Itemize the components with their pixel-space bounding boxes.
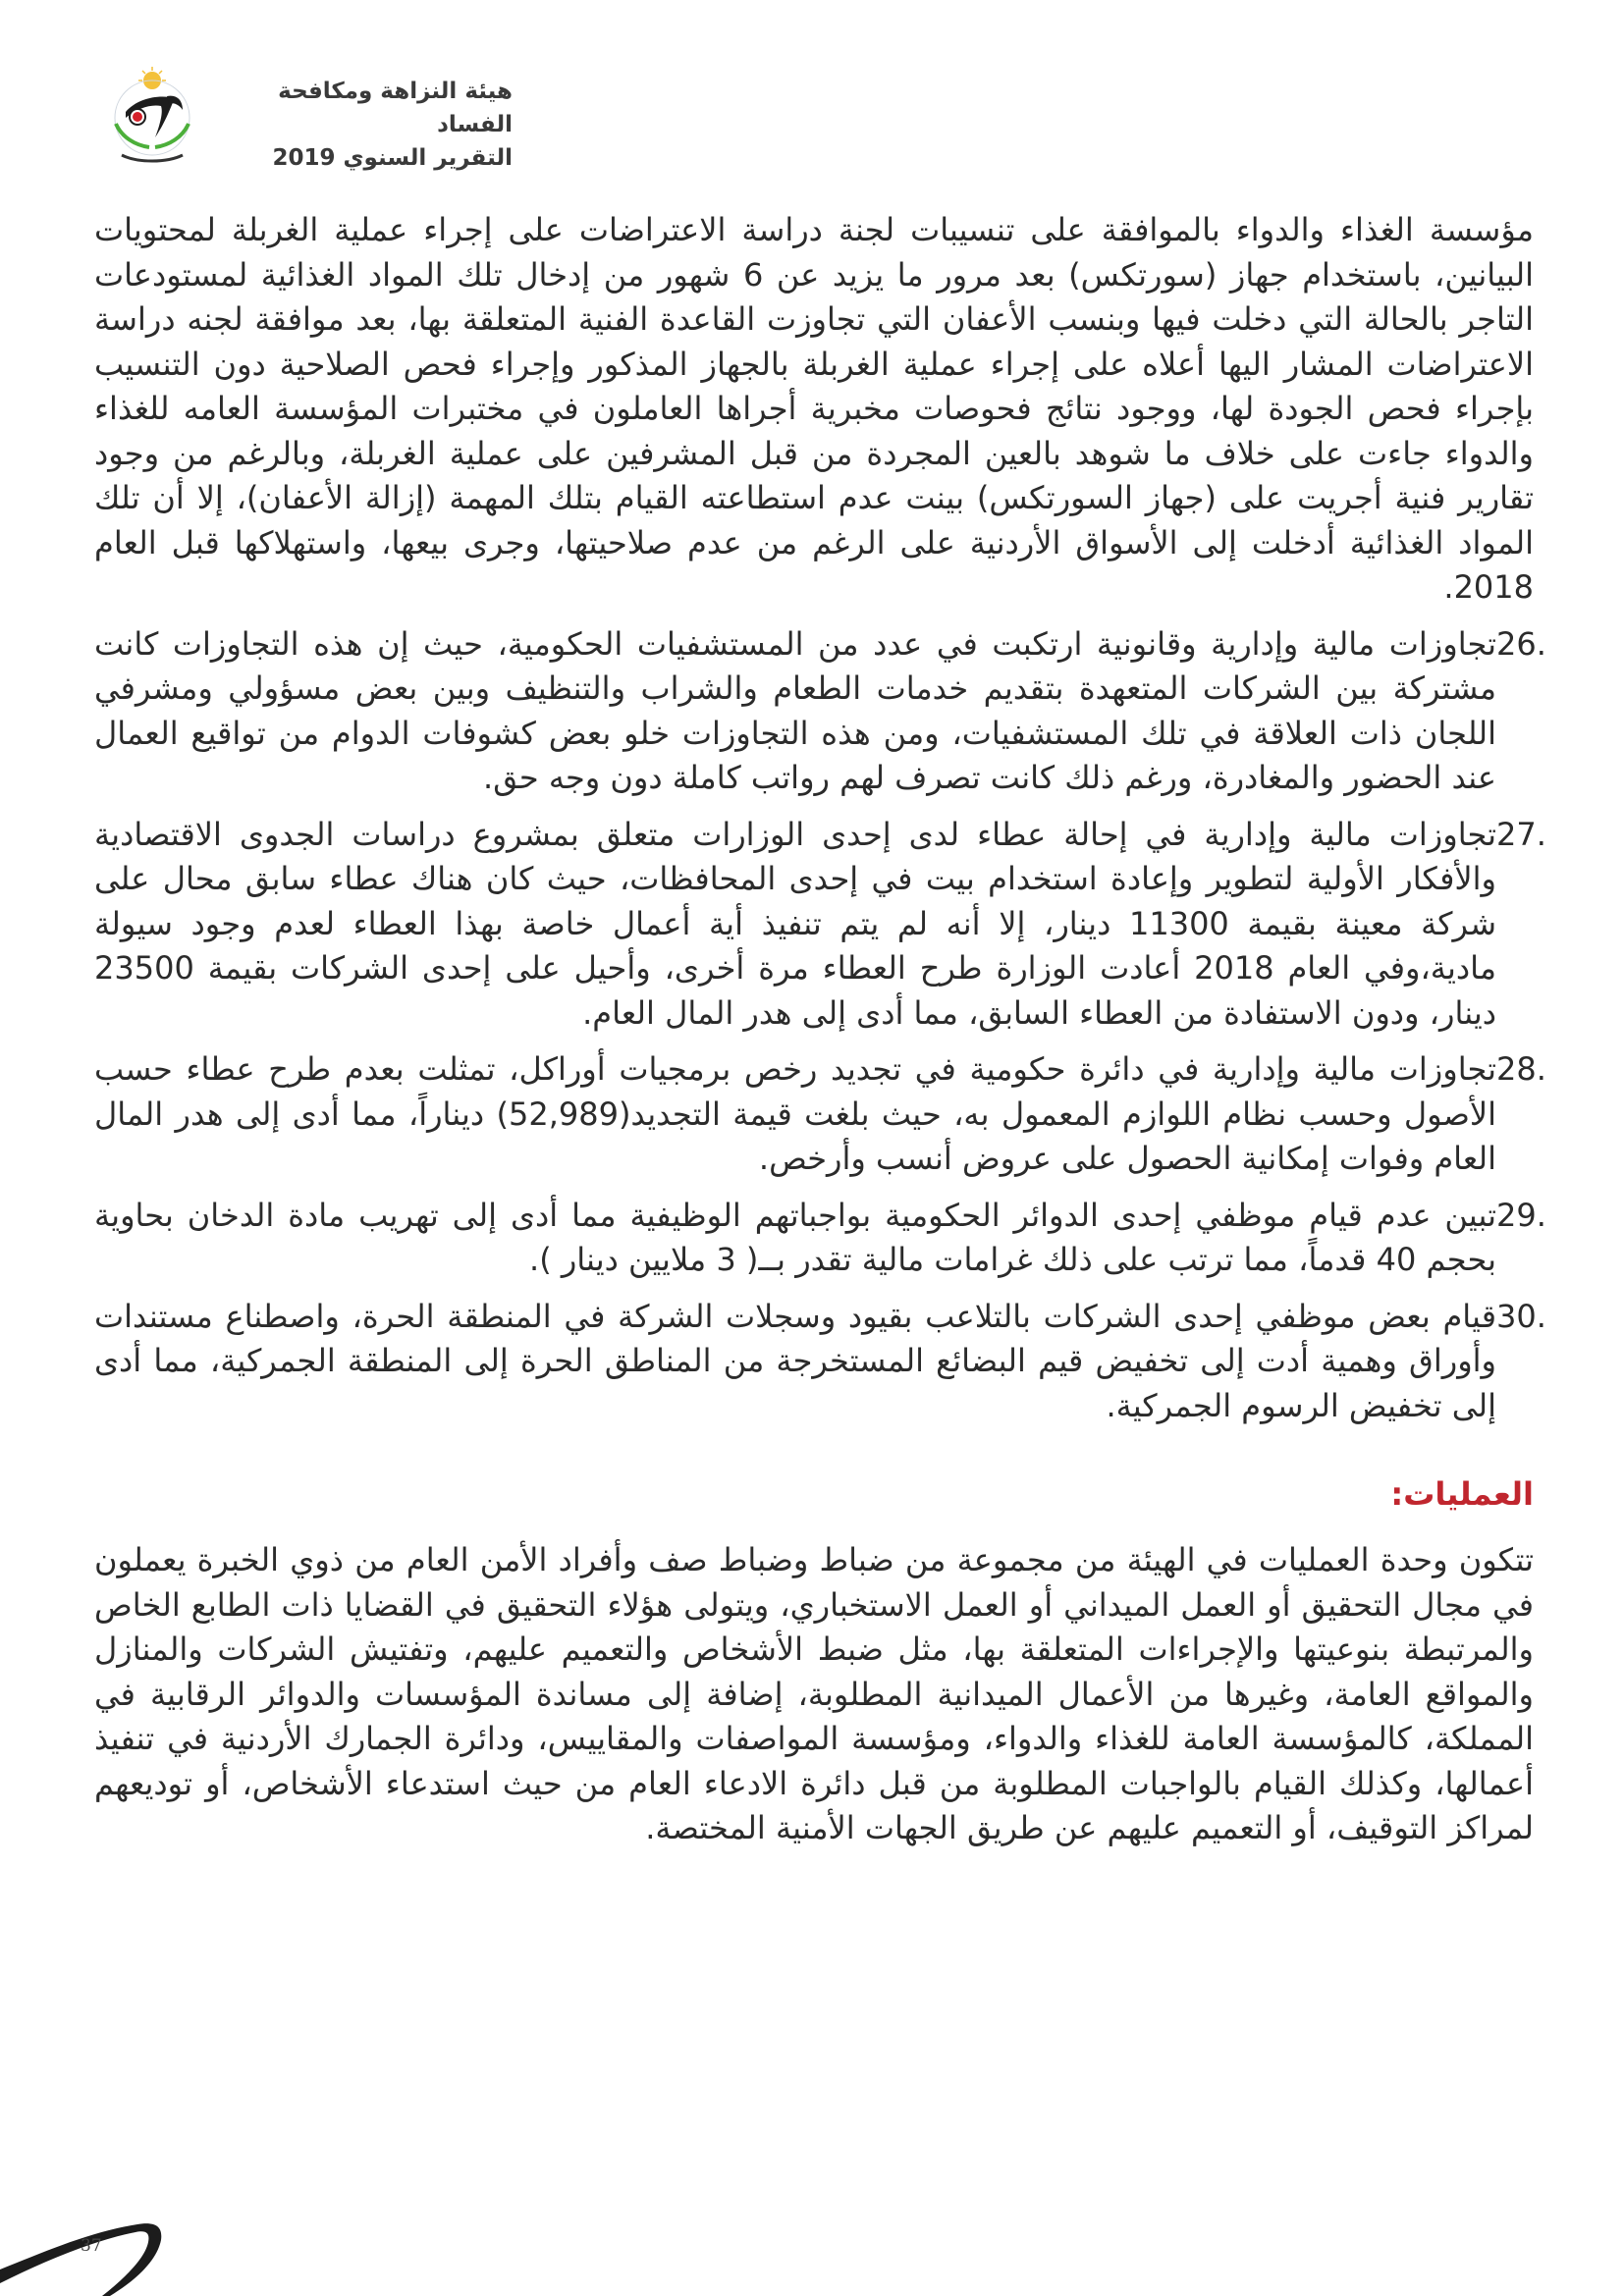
header-text	[218, 75, 513, 175]
organization-name: هيئة النزاهة ومكافحة الفساد	[278, 79, 513, 137]
page-header	[98, 61, 511, 169]
item-number: 26.	[1496, 624, 1546, 663]
item-text: تجاوزات مالية وإدارية في دائرة حكومية في تجديد رخص برمجيات أوراكل، تمثلت بعدم طرح عطاء حسب الأصول وحسب نظام اللوازم المعمول به، حيث بلغت قيمة التجديد(52,989) ديناراً، مما أدى إلى هدر المال العام وفوات إمكانية الحصول على عروض أنسب وأرخص.	[94, 1050, 1497, 1177]
item-number: 27.	[1496, 815, 1546, 853]
item-number: 30.	[1496, 1297, 1546, 1335]
operations-heading: العمليات:	[1390, 1475, 1534, 1513]
list-item	[94, 1047, 1546, 1182]
item-number: 28.	[1496, 1050, 1546, 1088]
page-number: 37	[81, 2236, 102, 2256]
report-title: التقرير السنوي 2019	[272, 145, 513, 171]
list-item	[94, 813, 1546, 1037]
list-item	[94, 622, 1546, 801]
item-text: تبين عدم قيام موظفي إحدى الدوائر الحكومية بواجباتهم الوظيفية مما أدى إلى تهريب مادة الدخان بحاوية بحجم 40 قدماً، مما ترتب على ذلك غرامات مالية تقدر بــ( 3 ملايين دينار ).	[94, 1196, 1496, 1278]
intro-paragraph: مؤسسة الغذاء والدواء بالموافقة على تنسيبات لجنة دراسة الاعتراضات على إجراء عملية الغربلة لمحتويات البيانين، باستخدام جهاز (سورتكس) بعد مرور ما يزيد عن 6 شهور من إدخال تلك المواد الغذائية لمستودعات التاجر بالحالة التي دخلت فيها وبنسب الأعفان التي تجاوزت القاعدة الفنية المتعلقة بها، بعد موافقة لجنه دراسة الاعتراضات المشار اليها أعلاه على إجراء عملية الغربلة بالجهاز المذكور وإجراء فحص الصلاحية دون التنسيب بإجراء فحص الجودة لها، ووجود نتائج فحوصات مخبرية أجراها العاملون في مختبرات المؤسسة العامه للغذاء والدواء جاءت على خلاف ما شوهد بالعين المجردة من قبل المشرفين على عملية الغربلة، وبالرغم من وجود تقارير فنية أجريت على (جهاز السورتكس) بينت عدم استطاعته القيام بتلك المهمة (إزالة الأعفان)، إلا أن تلك المواد الغذائية أدخلت إلى الأسواق الأردنية على الرغم من عدم صلاحيتها، وجرى بيعها، واستهلاكها قبل العام 2018.	[94, 211, 1535, 606]
list-item	[94, 1295, 1546, 1429]
item-text: تجاوزات مالية وإدارية في إحالة عطاء لدى إحدى الوزارات متعلق بمشروع دراسات الجدوى الاقتصادية والأفكار الأولية لتطوير وإعادة استخدام بيت في إحدى المحافظات، حيث كان هناك عطاء سابق محال على شركة معينة بقيمة 11300 دينار، إلا أنه لم يتم تنفيذ أية أعمال خاصة بهذا العطاء لعدم وجود سيولة مادية،وفي العام 2018 أعادت الوزارة طرح العطاء مرة أخرى، وأحيل على إحدى الشركات بقيمة 23500 دينار، ودون الاستفادة من العطاء السابق، مما أدى إلى هدر المال العام.	[94, 815, 1497, 1032]
item-text: قيام بعض موظفي إحدى الشركات بالتلاعب بقيود وسجلات الشركة في المنطقة الحرة، واصطناع مستندات وأوراق وهمية أدت إلى تخفيض قيم البضائع المستخرجة من المناطق الحرة إلى المنطقة الجمركية، مما أدى إلى تخفيض الرسوم الجمركية.	[94, 1297, 1496, 1424]
operations-paragraph: تتكون وحدة العمليات في الهيئة من مجموعة من ضباط وضباط صف وأفراد الأمن العام من ذوي الخبرة يعملون في مجال التحقيق أو العمل الميداني أو العمل الاستخباري، ويتولى هؤلاء التحقيق في القضايا ذات الطابع الخاص والمرتبطة بنوعيتها والإجراءات المتعلقة بها، مثل ضبط الأشخاص والتعميم عليهم، وتفتيش الشركات والمنازل والمواقع العامة، وغيرها من الأعمال الميدانية المطلوبة، إضافة إلى مساندة المؤسسات والدوائر الرقابية في المملكة، كالمؤسسة العامة للغذاء والدواء، ومؤسسة المواصفات والمقاييس، ودائرة الجمارك الأردنية في تنفيذ أعمالها، وكذلك القيام بالواجبات المطلوبة من قبل دائرة الادعاء العام من حيث استدعاء الأشخاص، أو توديعهم لمراكز التوقيف، أو التعميم عليهم عن طريق الجهات الأمنية المختصة.	[94, 1541, 1534, 1846]
item-text: تجاوزات مالية وإدارية وقانونية ارتكبت في عدد من المستشفيات الحكومية، حيث إن هذه التجاوزات كانت مشتركة بين الشركات المتعهدة بتقديم خدمات الطعام والشراب والتنظيف وبين بعض مسؤولي ومشرفي اللجان ذات العلاقة في تلك المستشفيات، ومن هذه التجاوزات خلو بعض كشوفات الدوام من تواقيع العمال عند الحضور والمغادرة، ورغم ذلك كانت تصرف لهم رواتب كاملة دون وجه حق.	[94, 624, 1496, 796]
list-item	[94, 1194, 1546, 1283]
item-number: 29.	[1496, 1196, 1546, 1234]
anti-corruption-commission-emblem-icon	[98, 61, 206, 169]
violations-list	[94, 622, 1546, 1429]
page-content	[94, 208, 1546, 1863]
